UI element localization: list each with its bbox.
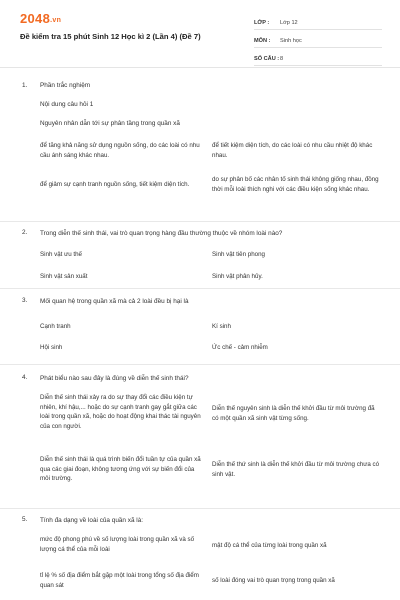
meta-count-row — [254, 52, 382, 66]
answer-option[interactable]: Sinh vật sản xuất — [40, 273, 88, 280]
exam-meta — [254, 16, 382, 66]
question-text: Tính đa dạng về loài của quần xã là: — [40, 517, 144, 524]
answer-option[interactable]: Sinh vật tiên phong — [212, 251, 265, 258]
section-title: Phần trắc nghiệm — [40, 82, 91, 89]
question-number: 5. — [22, 516, 28, 523]
question-text: Trong diễn thế sinh thái, vai trò quan trọng hàng đầu thường thuộc về nhóm loài nào? — [40, 230, 283, 237]
question-divider — [0, 508, 400, 509]
answer-option[interactable]: Sinh vật phân hủy. — [212, 273, 263, 280]
meta-subject-row — [254, 34, 382, 48]
header-divider — [0, 67, 400, 68]
exam-header — [0, 0, 400, 62]
meta-label: MÔN : — [254, 37, 271, 44]
answer-option[interactable]: Ức chế - cảm nhiễm — [212, 344, 268, 351]
answer-option[interactable]: Cạnh tranh — [40, 323, 71, 330]
answer-option[interactable]: Kí sinh — [212, 323, 231, 330]
answer-option[interactable]: mật độ cá thể của từng loài trong quần xã — [212, 542, 327, 549]
answer-option[interactable]: tỉ lệ % số địa điểm bắt gặp một loài trong tổng số địa điểm quan sát — [40, 572, 199, 589]
question-number: 1. — [22, 82, 28, 89]
answer-option[interactable]: để tăng khả năng sử dụng nguồn sống, do các loài có nhu cầu ánh sáng khác nhau. — [40, 142, 200, 159]
site-logo[interactable]: 2048.vn — [20, 11, 62, 26]
meta-value: Lớp 12 — [280, 19, 298, 26]
question-text: Phát biểu nào sau đây là đúng về diễn thế sinh thái? — [40, 375, 189, 382]
answer-option[interactable]: Hội sinh — [40, 344, 63, 351]
exam-title: Đề kiểm tra 15 phút Sinh 12 Học kì 2 (Lần 4) (Đề 7) — [20, 32, 201, 41]
question-divider — [0, 288, 400, 289]
answer-option[interactable]: mức độ phong phú về số lượng loài trong quần xã và số lượng cá thể của mỗi loài — [40, 536, 195, 553]
question-divider — [0, 364, 400, 365]
meta-value: 8 — [280, 55, 284, 62]
question-text: Mối quan hệ trong quần xã mà cả 2 loài đều bị hại là — [40, 298, 189, 305]
meta-value: Sinh học — [280, 37, 302, 44]
answer-option[interactable]: Diễn thế sinh thái xảy ra do sự thay đổi các điều kiện tự nhiên, khí hậu,... hoặc do sự cạnh tranh gay gắt giữa các loài trong quần xã, hoặc do hoạt động khai thác tài nguyên của con người. — [40, 394, 201, 430]
question-number: 2. — [22, 229, 28, 236]
answer-option[interactable]: số loài đóng vai trò quan trọng trong quần xã — [212, 577, 335, 584]
question-number: 4. — [22, 374, 28, 381]
answer-option[interactable]: Diễn thế nguyên sinh là diễn thế khởi đầu từ môi trường đã có một quần xã sinh vật từng sống. — [212, 405, 375, 422]
question-text: Nguyên nhân dẫn tới sự phân tầng trong quần xã — [40, 120, 180, 127]
answer-option[interactable]: để giảm sự cạnh tranh nguồn sống, tiết kiệm diện tích. — [40, 181, 190, 188]
meta-label: LỚP : — [254, 19, 270, 26]
answer-option[interactable]: Diễn thế sinh thái là quá trình biến đổi tuần tự của quần xã qua các giai đoạn, không tương ứng với sự biến đổi của môi trường. — [40, 456, 201, 483]
question-subtitle: Nội dung câu hỏi 1 — [40, 101, 94, 108]
meta-class-row — [254, 16, 382, 30]
answer-option[interactable]: do sự phân bố các nhân tố sinh thái không giống nhau, đồng thời mỗi loài thích nghi với các điều kiện sống khác nhau. — [212, 176, 379, 193]
answer-option[interactable]: Diễn thế thứ sinh là diễn thế khởi đầu từ môi trường chưa có sinh vật. — [212, 461, 380, 478]
question-divider — [0, 221, 400, 222]
answer-option[interactable]: để tiết kiệm diện tích, do các loài có nhu cầu nhiệt độ khác nhau. — [212, 142, 373, 159]
question-number: 3. — [22, 297, 28, 304]
answer-option[interactable]: Sinh vật ưu thế — [40, 251, 82, 258]
meta-label: SỐ CÂU : — [254, 55, 280, 62]
